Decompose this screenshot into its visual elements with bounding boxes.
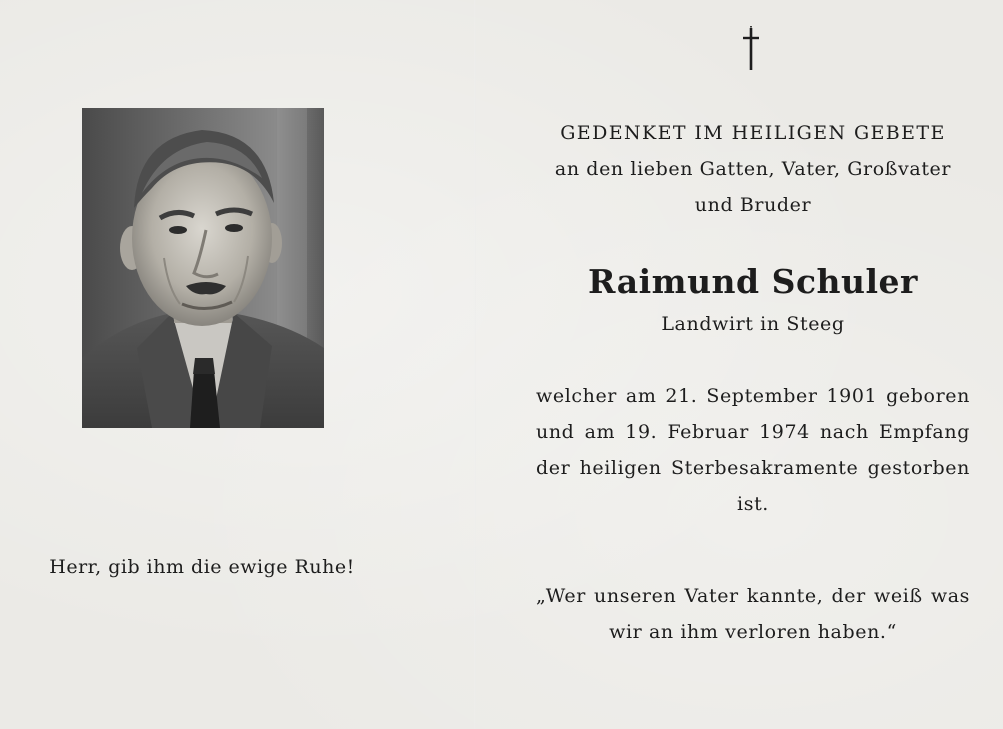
word: geboren xyxy=(886,385,970,407)
relation-line-1: an den lieben Gatten, Vater, Großvater xyxy=(554,158,952,180)
portrait-illustration xyxy=(82,108,324,428)
word: der xyxy=(536,457,571,479)
word: heiligen xyxy=(579,457,662,479)
dates-line-4: ist. xyxy=(737,493,769,515)
word: 21. xyxy=(665,385,698,407)
word: und xyxy=(536,421,575,443)
heading: GEDENKET IM HEILIGEN GEBETE xyxy=(560,122,946,144)
dates-paragraph xyxy=(536,378,970,522)
prayer-text: Herr, gib ihm die ewige Ruhe! xyxy=(49,556,355,578)
deceased-name: Raimund Schuler xyxy=(588,262,918,301)
word: Empfang xyxy=(878,421,970,443)
relation-line-2: und Bruder xyxy=(694,194,812,216)
word: 1974 xyxy=(759,421,810,443)
word: kannte, xyxy=(746,585,824,607)
word: September xyxy=(706,385,818,407)
cross-icon xyxy=(739,26,763,72)
portrait-photo xyxy=(82,108,324,428)
word: der xyxy=(831,585,866,607)
dates-line-1 xyxy=(536,378,970,414)
word: am xyxy=(625,385,657,407)
dates-line-2 xyxy=(536,414,970,450)
occupation: Landwirt in Steeg xyxy=(661,313,845,335)
quote-line-2: wir an ihm verloren haben.“ xyxy=(609,621,897,643)
word: „Wer xyxy=(536,585,586,607)
word: 1901 xyxy=(826,385,878,407)
quote-paragraph xyxy=(536,578,970,650)
word: nach xyxy=(819,421,869,443)
word: unseren xyxy=(594,585,677,607)
word: gestorben xyxy=(867,457,970,479)
word: was xyxy=(930,585,970,607)
quote-line-1 xyxy=(536,578,970,614)
word: Vater xyxy=(684,585,739,607)
word: 19. xyxy=(625,421,658,443)
word: Sterbesakramente xyxy=(670,457,859,479)
word: Februar xyxy=(667,421,749,443)
word: welcher xyxy=(536,385,617,407)
right-panel xyxy=(476,0,1003,729)
left-panel xyxy=(0,0,474,729)
word: weiß xyxy=(873,585,923,607)
word: am xyxy=(584,421,616,443)
dates-line-3 xyxy=(536,450,970,486)
